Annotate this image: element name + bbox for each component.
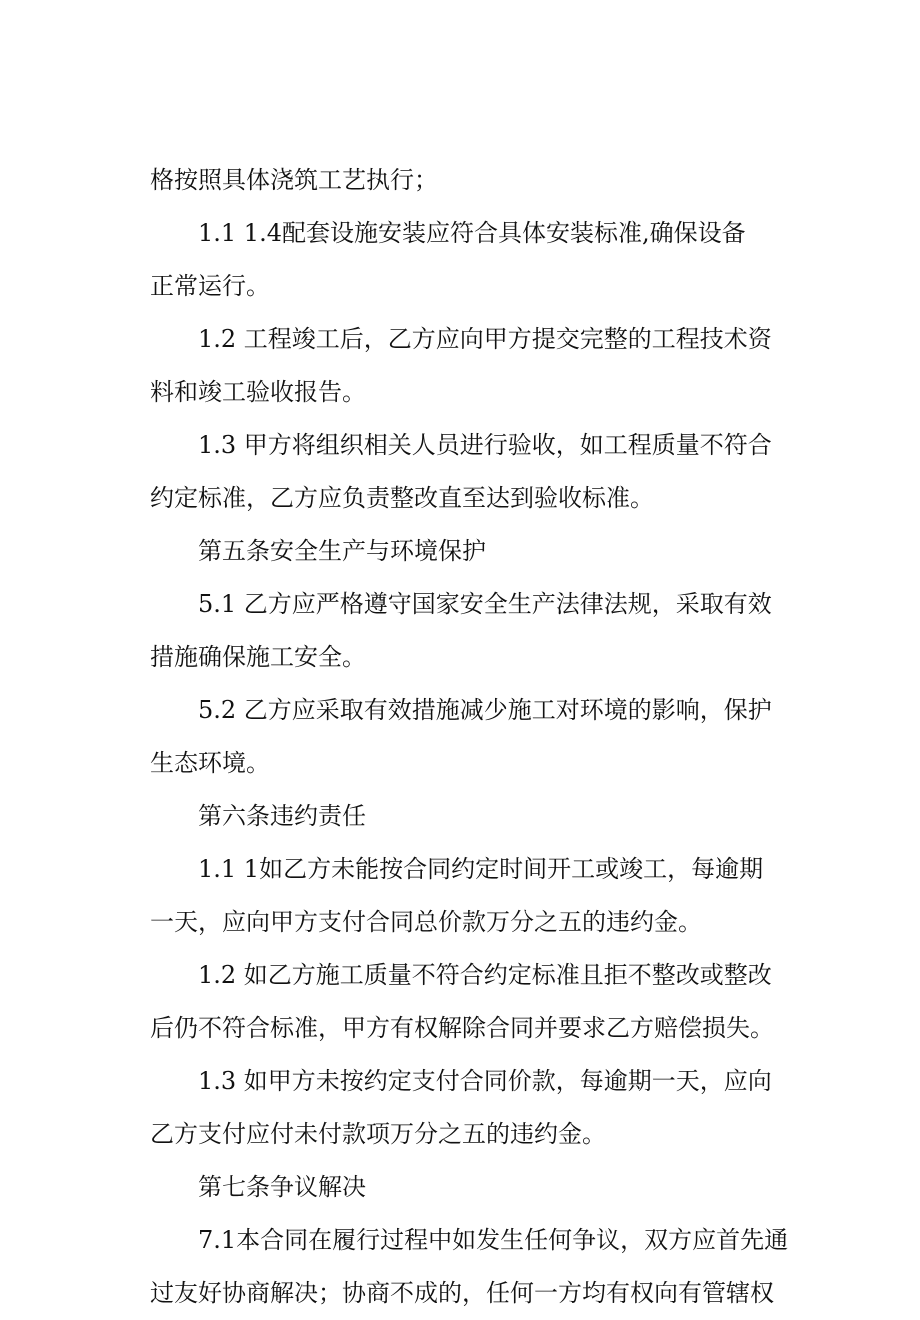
text-line: 生态环境。 (150, 749, 270, 777)
text-line: 1.2 工程竣工后，乙方应向甲方提交完整的工程技术资 (198, 325, 772, 353)
text-line: 乙方支付应付未付款项万分之五的违约金。 (150, 1120, 606, 1148)
section-heading: 第七条争议解决 (198, 1173, 366, 1201)
text-line: 7.1本合同在履行过程中如发生任何争议，双方应首先通 (198, 1226, 789, 1254)
text-line: 后仍不符合标准，甲方有权解除合同并要求乙方赔偿损失。 (150, 1014, 774, 1042)
text-line: 1.2 如乙方施工质量不符合约定标准且拒不整改或整改 (198, 961, 772, 989)
section-heading: 第五条安全生产与环境保护 (198, 537, 486, 565)
text-line: 一天，应向甲方支付合同总价款万分之五的违约金。 (150, 908, 702, 936)
text-line: 5.1 乙方应严格遵守国家安全生产法律法规，采取有效 (198, 590, 772, 618)
text-line: 1.3 甲方将组织相关人员进行验收，如工程质量不符合 (198, 431, 772, 459)
text-line: 措施确保施工安全。 (150, 643, 366, 671)
document-page (150, 154, 800, 1320)
text-line: 料和竣工验收报告。 (150, 378, 366, 406)
text-line: 正常运行。 (150, 272, 270, 300)
text-line: 1.1 1.4配套设施安装应符合具体安装标准,确保设备 (198, 219, 746, 247)
text-line: 约定标准，乙方应负责整改直至达到验收标准。 (150, 484, 654, 512)
text-line: 1.1 1如乙方未能按合同约定时间开工或竣工，每逾期 (198, 855, 764, 883)
text-line: 过友好协商解决；协商不成的，任何一方均有权向有管辖权 (150, 1279, 774, 1307)
text-line: 1.3 如甲方未按约定支付合同价款，每逾期一天，应向 (198, 1067, 772, 1095)
text-line: 格按照具体浇筑工艺执行； (150, 166, 438, 194)
section-heading: 第六条违约责任 (198, 802, 366, 830)
text-line: 5.2 乙方应采取有效措施减少施工对环境的影响，保护 (198, 696, 772, 724)
